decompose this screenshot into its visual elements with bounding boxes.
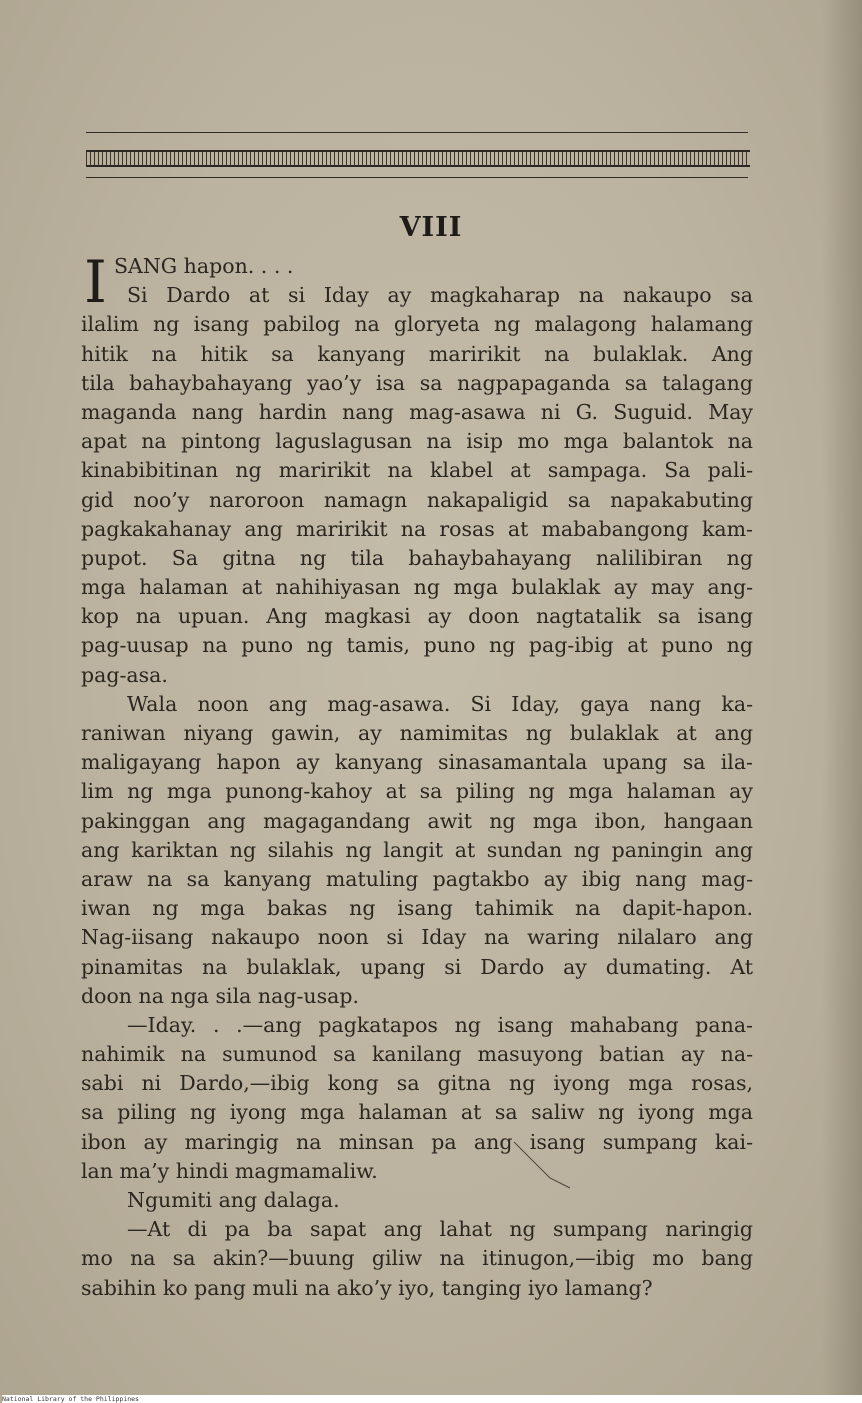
body-text bbox=[81, 248, 753, 1303]
text-line: sa piling ng iyong mga halaman at sa saliw ng iyong mga bbox=[81, 1100, 753, 1125]
text-line: raniwan niyang gawin, ay namimitas ng bulaklak at ang bbox=[81, 721, 753, 745]
text-line: Wala noon ang mag-asawa. Si Iday, gaya nang ka- bbox=[127, 691, 753, 716]
text-line: pupot. Sa gitna ng tila bahaybahayang nalilibiran ng bbox=[81, 545, 753, 570]
text-line: pinamitas na bulaklak, upang si Dardo ay dumating. At bbox=[81, 954, 753, 979]
text-line: ilalim ng isang pabilog na gloryeta ng malagong halamang bbox=[81, 312, 753, 337]
text-line: hitik na hitik sa kanyang maririkit na bulaklak. Ang bbox=[81, 341, 753, 366]
text-line: —At di pa ba sapat ang lahat ng sumpang naringig bbox=[127, 1217, 753, 1242]
text-line: SANG hapon. . . . bbox=[114, 254, 294, 278]
text-line: gid noo’y naroroon namagn nakapaligid sa napakabuting bbox=[81, 487, 753, 512]
footer-credit: National Library of the Philippines bbox=[2, 1395, 862, 1403]
text-line: lan ma’y hindi magmamaliw. bbox=[81, 1158, 378, 1183]
text-line: iwan ng mga bakas ng isang tahimik na dapit-hapon. bbox=[81, 896, 753, 921]
pencil-mark bbox=[510, 1138, 580, 1198]
text-line: sabihin ko pang muli na ako’y iyo, tanging iyo lamang? bbox=[81, 1275, 653, 1300]
text-line: maganda nang hardin nang mag-asawa ni G. Suguid. May bbox=[81, 399, 753, 424]
text-line: Nag-iisang nakaupo noon si Iday na waring nilalaro ang bbox=[81, 925, 753, 950]
text-line: kinabibitinan ng maririkit na klabel at sampaga. Sa pali- bbox=[81, 458, 753, 483]
text-line: maligayang hapon ay kanyang sinasamantala upang sa ila- bbox=[81, 750, 753, 775]
text-line: araw na sa kanyang matuling pagtakbo ay ibig nang mag- bbox=[81, 866, 753, 891]
text-line: mo na sa akin?—buung giliw na itinugon,—ibig mo bang bbox=[81, 1246, 753, 1271]
page-edge-shadow bbox=[822, 0, 862, 1395]
text-line: doon na nga sila nag-usap. bbox=[81, 983, 359, 1008]
chapter-number: VIII bbox=[399, 212, 463, 243]
text-line: tila bahaybahayang yao’y isa sa nagpapaganda sa talagang bbox=[81, 370, 753, 395]
text-line: lim ng mga punong-kahoy at sa piling ng mga halaman ay bbox=[81, 779, 753, 804]
text-line: Ngumiti ang dalaga. bbox=[127, 1188, 340, 1212]
header-rule-top bbox=[86, 132, 748, 133]
text-line: sabi ni Dardo,—ibig kong sa gitna ng iyong mga rosas, bbox=[81, 1071, 753, 1096]
text-line: —Iday. . .—ang pagkatapos ng isang mahabang pana- bbox=[127, 1012, 753, 1037]
text-line: pag-asa. bbox=[81, 662, 168, 687]
text-line: pagkakahanay ang maririkit na rosas at mababangong kam- bbox=[81, 516, 753, 541]
text-line: ibon ay maringig na minsan pa ang isang sumpang kai- bbox=[81, 1129, 753, 1154]
text-line: nahimik na sumunod sa kanilang masuyong batian ay na- bbox=[81, 1042, 753, 1067]
drop-cap: I bbox=[84, 248, 107, 316]
text-line: ang kariktan ng silahis ng langit at sundan ng paningin ang bbox=[81, 837, 753, 862]
text-line: kop na upuan. Ang magkasi ay doon nagtatalik sa isang bbox=[81, 604, 753, 629]
text-line: pag-uusap na puno ng tamis, puno ng pag-ibig at puno ng bbox=[81, 633, 753, 658]
text-line: apat na pintong laguslagusan na isip mo mga balantok na bbox=[81, 429, 753, 454]
header-ornament-band bbox=[86, 150, 750, 167]
text-line: pakinggan ang magagandang awit ng mga ibon, hangaan bbox=[81, 808, 753, 833]
header-rule-bottom bbox=[86, 177, 748, 178]
text-line: mga halaman at nahihiyasan ng mga bulaklak ay may ang- bbox=[81, 575, 753, 600]
text-line: Si Dardo at si Iday ay magkaharap na nakaupo sa bbox=[127, 283, 753, 308]
